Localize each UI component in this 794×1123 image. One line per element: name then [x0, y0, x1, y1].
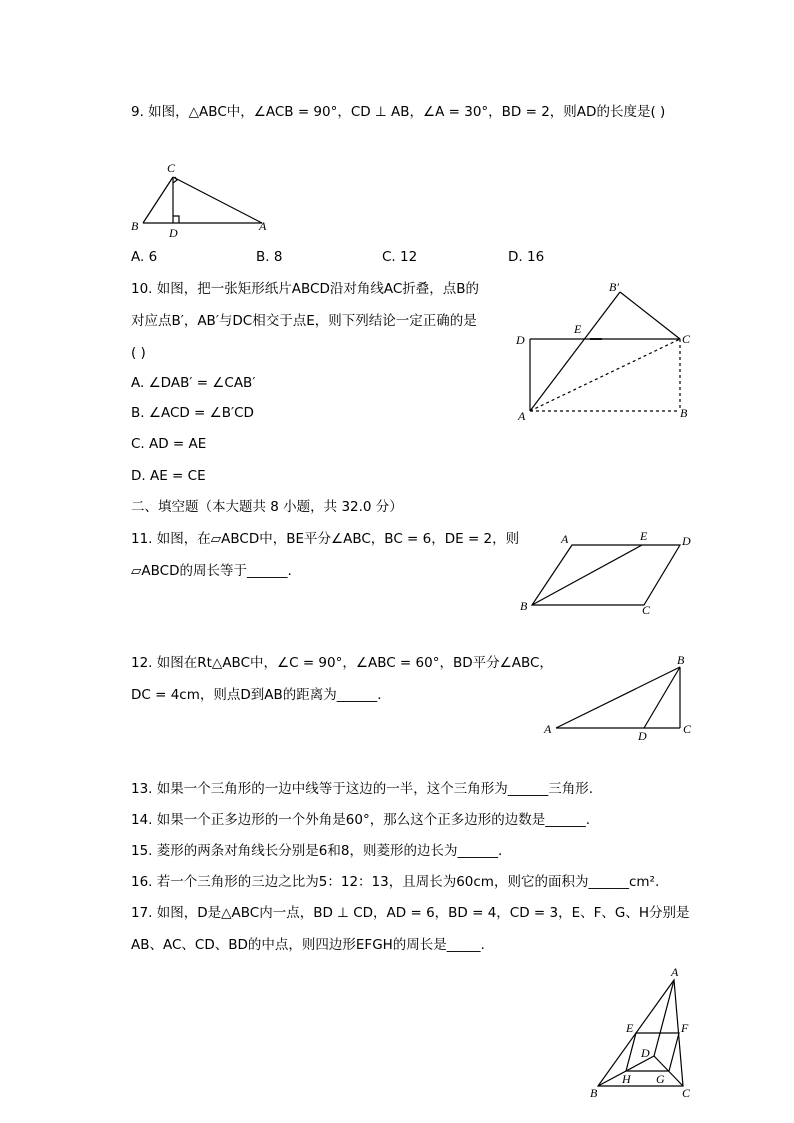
q10-label-a: A [518, 409, 526, 423]
q9-option-b: B. 8 [256, 249, 283, 265]
q9-label-d: D [169, 226, 178, 240]
q10-label-bprime: B′ [609, 280, 619, 294]
q10-label-e: E [574, 322, 582, 336]
q12-label-d: D [638, 729, 647, 743]
q10-label-c: C [682, 332, 691, 346]
q9-option-d: D. 16 [508, 249, 545, 265]
q9-option-a: A. 6 [131, 249, 158, 265]
q11-label-c: C [642, 603, 651, 617]
q15-text: 15. 菱形的两条对角线长分别是6和8，则菱形的边长为______. [131, 843, 503, 859]
section-heading: 二、填空题（本大题共 8 小题，共 32.0 分） [131, 499, 403, 515]
q17-label-f: F [681, 1021, 689, 1035]
q10-line3: ( ) [131, 345, 146, 361]
q9-label-a: A [259, 219, 267, 233]
q12-label-a: A [544, 722, 552, 736]
q10-line2: 对应点B′，AB′与DC相交于点E，则下列结论一定正确的是 [131, 313, 477, 329]
q10-label-b: B [680, 406, 688, 420]
q12-label-c: C [683, 722, 692, 736]
q12-label-b: B [677, 653, 685, 667]
q11-label-a: A [561, 532, 569, 546]
q14-text: 14. 如果一个正多边形的一个外角是60°，那么这个正多边形的边数是______. [131, 812, 590, 828]
q17-label-b: B [590, 1086, 598, 1100]
q12-line1: 12. 如图在Rt△ABC中，∠C = 90°，∠ABC = 60°，BD平分∠ABC， [131, 655, 553, 671]
q10-option-c: C. AD = AE [131, 436, 207, 452]
q17-label-c: C [682, 1086, 691, 1100]
q11-line2: ▱ABCD的周长等于______. [131, 563, 292, 579]
q12-figure [540, 650, 700, 745]
q11-label-e: E [640, 529, 648, 543]
q17-line2: AB、AC、CD、BD的中点，则四边形EFGH的周长是_____. [131, 937, 485, 953]
q10-option-b: B. ∠ACD = ∠B′CD [131, 405, 254, 421]
q12-line2: DC = 4cm，则点D到AB的距离为______. [131, 687, 382, 703]
q9-option-c: C. 12 [382, 249, 418, 265]
q17-label-d: D [641, 1046, 650, 1060]
q17-label-g: G [656, 1072, 665, 1086]
q9-figure [125, 160, 275, 240]
q10-option-a: A. ∠DAB′ = ∠CAB′ [131, 375, 256, 391]
q13-text: 13. 如果一个三角形的一边中线等于这边的一半，这个三角形为______三角形. [131, 781, 594, 797]
q17-figure [584, 960, 704, 1110]
q11-figure [512, 527, 702, 622]
q10-line1: 10. 如图，把一张矩形纸片ABCD沿对角线AC折叠，点B的 [131, 281, 480, 297]
q9-stem: 9. 如图，△ABC中，∠ACB = 90°，CD ⊥ AB，∠A = 30°，BD = 2，则AD的长度是( ) [131, 104, 666, 120]
q17-line1: 17. 如图，D是△ABC内一点，BD ⊥ CD，AD = 6，BD = 4，CD = 3，E、F、G、H分别是 [131, 905, 690, 921]
q16-text: 16. 若一个三角形的三边之比为5：12：13，且周长为60cm，则它的面积为______cm². [131, 874, 660, 890]
q10-figure [510, 278, 700, 428]
q17-label-e: E [626, 1021, 634, 1035]
q11-label-b: B [520, 599, 528, 613]
q10-option-d: D. AE = CE [131, 468, 206, 484]
q11-line1: 11. 如图，在▱ABCD中，BE平分∠ABC，BC = 6，DE = 2，则 [131, 531, 520, 547]
q17-label-a: A [671, 965, 679, 979]
q10-label-d: D [516, 333, 525, 347]
q17-label-h: H [622, 1072, 631, 1086]
q11-label-d: D [682, 534, 691, 548]
q9-label-b: B [131, 219, 139, 233]
q9-label-c: C [167, 161, 176, 175]
